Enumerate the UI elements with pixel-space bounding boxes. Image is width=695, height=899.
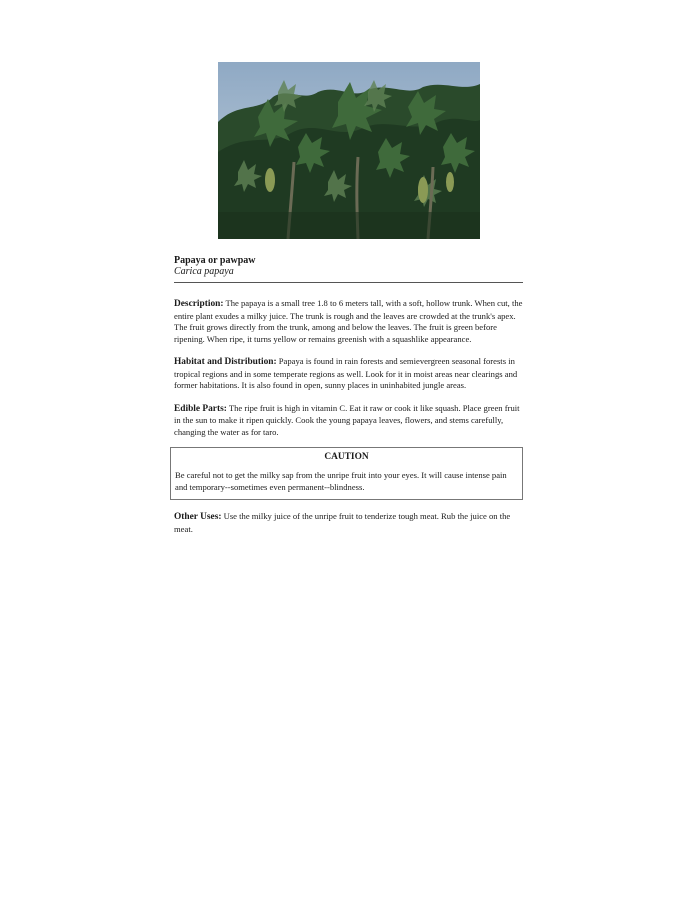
papaya-tree-photo bbox=[218, 62, 480, 239]
scientific-name: Carica papaya bbox=[174, 266, 234, 277]
other-uses-paragraph bbox=[174, 511, 523, 535]
caution-box bbox=[170, 447, 523, 500]
habitat-label: Habitat and Distribution: bbox=[174, 357, 277, 367]
edible-label: Edible Parts: bbox=[174, 403, 227, 414]
plant-entry bbox=[174, 255, 523, 535]
description-paragraph bbox=[174, 298, 523, 345]
other-uses-text: Use the milky juice of the unripe fruit to tenderize tough meat. Rub the juice on the meat. bbox=[174, 511, 511, 534]
habitat-text: Papaya is found in rain forests and semievergreen seasonal forests in tropical regions and in some temperate regions as well. Look for it in moist areas near clearings and former habitations. It is also found in open, sunny places in uninhabited jungle areas. bbox=[174, 356, 518, 390]
papaya-tree-icon bbox=[218, 62, 480, 239]
caution-title: CAUTION bbox=[324, 452, 369, 462]
common-name: Papaya or pawpaw bbox=[174, 255, 256, 266]
title-divider bbox=[174, 282, 523, 283]
edible-text: The ripe fruit is high in vitamin C. Eat it raw or cook it like squash. Place green fruit in the sun to make it ripen quickly. Cook the young papaya leaves, flowers, and stems carefully, changing the water as for taro. bbox=[174, 402, 520, 437]
description-label: Description: bbox=[174, 299, 224, 309]
description-text: The papaya is a small tree 1.8 to 6 meters tall, with a soft, hollow trunk. When cut, the entire plant exudes a milky juice. The trunk is rough and the leaves are crowded at the trunk's apex. The fruit grows directly from the trunk, among and below the leaves. The fruit is green before ripening. When ripe, it turns yellow or remains greenish with a squashlike appearance. bbox=[174, 298, 523, 344]
habitat-paragraph bbox=[174, 356, 523, 392]
other-uses-label: Other Uses: bbox=[174, 512, 222, 522]
caution-text: Be careful not to get the milky sap from the unripe fruit into your eyes. It will cause intense pain and temporary--sometimes even permanent--blindness. bbox=[175, 470, 507, 492]
edible-paragraph bbox=[174, 403, 523, 439]
